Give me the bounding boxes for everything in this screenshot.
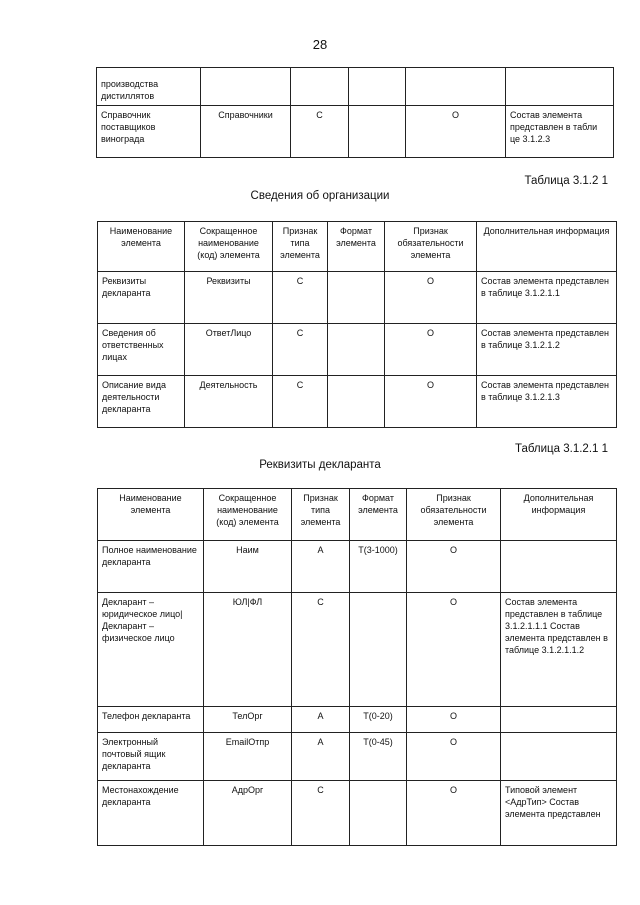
table-cell [349, 106, 406, 158]
table-header-row [98, 222, 617, 272]
table-cell: Справочник поставщиков винограда [97, 106, 201, 158]
table-cell: О [407, 541, 501, 593]
table-cell: Деятельность [185, 376, 273, 428]
table-cell: А [292, 541, 350, 593]
table-cell: О [385, 376, 477, 428]
table-cell: Наим [204, 541, 292, 593]
table-cell: Электронный почтовый ящик декларанта [98, 733, 204, 781]
declarant-requisites-table [97, 488, 617, 846]
table-cell [501, 733, 617, 781]
table-cell: производства дистиллятов [97, 68, 201, 106]
column-header: Признак типа элемента [273, 222, 328, 272]
table-cell: EmailОтпр [204, 733, 292, 781]
table-cell: О [385, 324, 477, 376]
table-cell: О [407, 593, 501, 707]
column-header: Наименование элемента [98, 489, 204, 541]
table-cell: Декларант – юридическое лицо| Декларант – физическое лицо [98, 593, 204, 707]
table-cell: Т(0-45) [350, 733, 407, 781]
table-cell: С [273, 376, 328, 428]
column-header: Формат элемента [350, 489, 407, 541]
organization-table [97, 221, 617, 428]
table-cell: Состав элемента представлен в таблице 3.1.2.1.1.1 Состав элемента представлен в таблице 3.1.2.1.1.2 [501, 593, 617, 707]
table-cell [328, 272, 385, 324]
table-cell: С [292, 781, 350, 846]
table-cell [406, 68, 506, 106]
table-cell: Состав элемента представлен в таблице 3.1.2.1.3 [477, 376, 617, 428]
table-row [98, 593, 617, 707]
table-cell: О [407, 781, 501, 846]
table-cell [328, 324, 385, 376]
table-cell: Состав элемента представлен в таблице 3.1.2.1.2 [477, 324, 617, 376]
table-cell [350, 781, 407, 846]
table-cell: ОтветЛицо [185, 324, 273, 376]
table-cell: А [292, 733, 350, 781]
table-row [98, 781, 617, 846]
table-cell: С [273, 272, 328, 324]
column-header: Дополнительная информация [477, 222, 617, 272]
table-row [97, 106, 614, 158]
table-cell: С [292, 593, 350, 707]
continuation-table [96, 67, 614, 158]
table-cell: Типовой элемент <АдрТип> Состав элемента представлен [501, 781, 617, 846]
table-cell: Состав элемента представлен в табли це 3.1.2.3 [506, 106, 614, 158]
table-row [98, 324, 617, 376]
table-row [97, 68, 614, 106]
table-number: Таблица 3.1.2 1 [524, 175, 608, 187]
table-cell [349, 68, 406, 106]
table-cell: С [291, 106, 349, 158]
table-cell: Реквизиты декларанта [98, 272, 185, 324]
column-header: Дополнительная информация [501, 489, 617, 541]
table-row [98, 707, 617, 733]
table-cell [350, 593, 407, 707]
table-cell: ТелОрг [204, 707, 292, 733]
table-row [98, 733, 617, 781]
table-cell: Телефон декларанта [98, 707, 204, 733]
table-cell: Реквизиты [185, 272, 273, 324]
table-cell [506, 68, 614, 106]
table-cell: Состав элемента представлен в таблице 3.1.2.1.1 [477, 272, 617, 324]
table-cell: О [407, 733, 501, 781]
table-number: Таблица 3.1.2.1 1 [514, 443, 608, 455]
table-row [98, 541, 617, 593]
table-cell: О [407, 707, 501, 733]
table-cell: Сведения об ответственных лицах [98, 324, 185, 376]
column-header: Сокращенное наименование (код) элемента [204, 489, 292, 541]
table-cell: О [406, 106, 506, 158]
table-title: Реквизиты декларанта [259, 459, 381, 471]
table-cell: АдрОрг [204, 781, 292, 846]
table-row [98, 272, 617, 324]
table-cell [201, 68, 291, 106]
table-cell: С [273, 324, 328, 376]
column-header: Признак типа элемента [292, 489, 350, 541]
table-cell: А [292, 707, 350, 733]
table-row [98, 376, 617, 428]
column-header: Формат элемента [328, 222, 385, 272]
column-header: Сокращенное наименование (код) элемента [185, 222, 273, 272]
table-cell [501, 707, 617, 733]
table-cell: Т(3-1000) [350, 541, 407, 593]
table-cell: Полное наименование декларанта [98, 541, 204, 593]
table-cell: Справочники [201, 106, 291, 158]
column-header: Признак обязательности элемента [407, 489, 501, 541]
table-cell [328, 376, 385, 428]
column-header: Признак обязательности элемента [385, 222, 477, 272]
table-cell: Т(0-20) [350, 707, 407, 733]
table-cell: О [385, 272, 477, 324]
table-title: Сведения об организации [250, 190, 390, 202]
table-cell: Местонахождение декларанта [98, 781, 204, 846]
column-header: Наименование элемента [98, 222, 185, 272]
table-cell: ЮЛ|ФЛ [204, 593, 292, 707]
table-cell: Описание вида деятельности декларанта [98, 376, 185, 428]
table-cell [501, 541, 617, 593]
page-number: 28 [312, 37, 328, 52]
table-header-row [98, 489, 617, 541]
table-cell [291, 68, 349, 106]
